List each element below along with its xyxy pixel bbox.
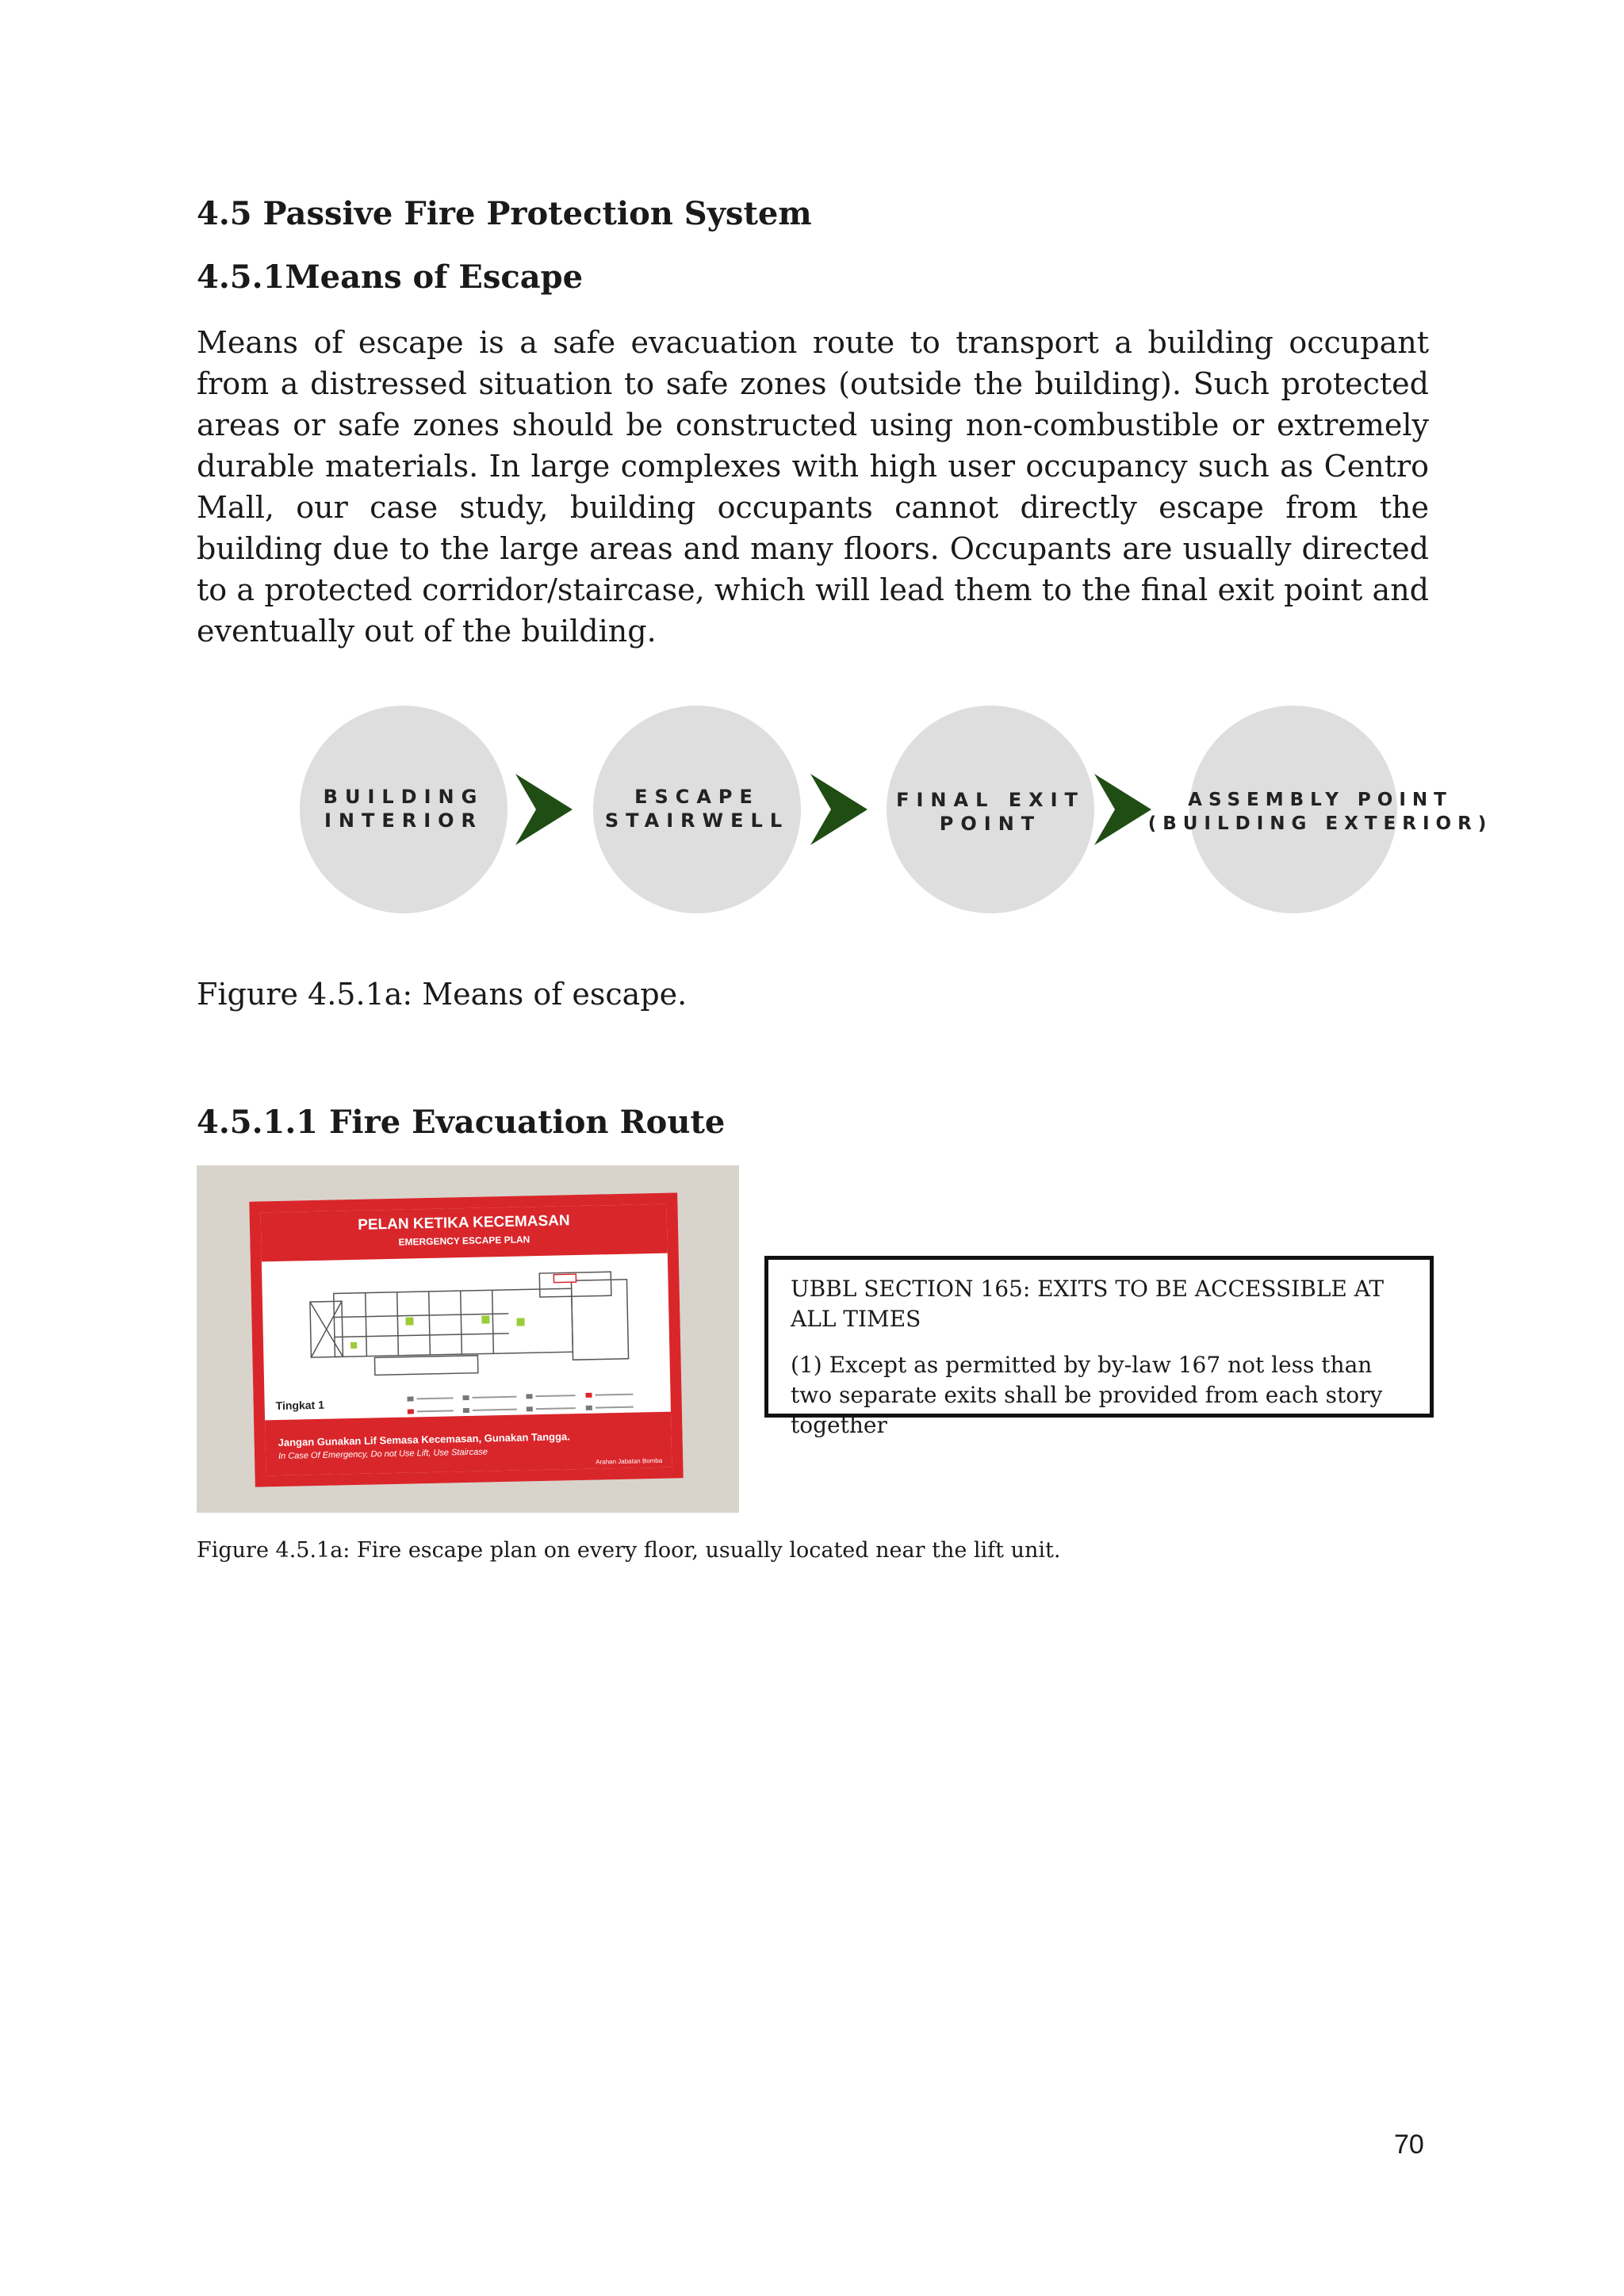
chevron-right-icon bbox=[512, 774, 573, 845]
figure-caption-escape-plan: Figure 4.5.1a: Fire escape plan on every floor, usually located near the lift unit. bbox=[197, 1538, 1061, 1563]
body-paragraph: Means of escape is a safe evacuation route to transport a building occupant from a distressed situation to safe zones (outside the building). Such protected areas or safe zones should be constructed using non-combustible or extremely durable materials. In large complexes with high user occupancy such as Centro Mall, our case study, building occupants cannot directly escape from the building due to the large areas and many floors. Occupants are usually directed to a protected corridor/staircase, which will lead them to the final exit point and eventually out of the building. bbox=[197, 325, 1429, 649]
sign-floor-label: Tingkat 1 bbox=[275, 1398, 325, 1413]
section-heading: 4.5 Passive Fire Protection System bbox=[197, 195, 812, 232]
sign-authority: Arahan Jabatan Bomba bbox=[596, 1456, 663, 1466]
sign-warning-malay: Jangan Gunakan Lif Semasa Kecemasan, Gunakan Tangga. bbox=[278, 1430, 570, 1448]
ubbl-clause: (1) Except as permitted by by-law 167 not less than two separate exits shall be provided from each story together bbox=[791, 1352, 1383, 1438]
figure-caption-means-of-escape: Figure 4.5.1a: Means of escape. bbox=[197, 977, 688, 1012]
subsubsection-heading: 4.5.1.1 Fire Evacuation Route bbox=[197, 1104, 726, 1141]
sign-title: PELAN KETIKA KECEMASAN bbox=[358, 1212, 570, 1234]
subsection-heading: 4.5.1Means of Escape bbox=[197, 258, 584, 296]
page-number: 70 bbox=[1394, 2130, 1424, 2160]
sign-subtitle: EMERGENCY ESCAPE PLAN bbox=[398, 1234, 530, 1248]
flow-label-1: BUILDING INTERIOR bbox=[323, 786, 485, 832]
chevron-right-icon bbox=[807, 774, 868, 845]
means-of-escape-diagram bbox=[293, 702, 1499, 916]
escape-plan-photo bbox=[197, 1165, 739, 1513]
flow-label-2: ESCAPE STAIRWELL bbox=[604, 786, 790, 832]
flow-label-3: FINAL EXIT POINT bbox=[896, 789, 1085, 835]
floor-plan-drawing bbox=[301, 1263, 645, 1389]
sign-warning-english: In Case Of Emergency, Do not Use Lift, Use Staircase bbox=[278, 1447, 488, 1461]
ubbl-title: UBBL SECTION 165: EXITS TO BE ACCESSIBLE AT ALL TIMES bbox=[791, 1276, 1385, 1332]
escape-plan-sign bbox=[249, 1192, 683, 1487]
ubbl-callout-box bbox=[764, 1256, 1434, 1438]
flow-label-4: ASSEMBLY POINT (BUILDING EXTERIOR) bbox=[1147, 790, 1493, 834]
